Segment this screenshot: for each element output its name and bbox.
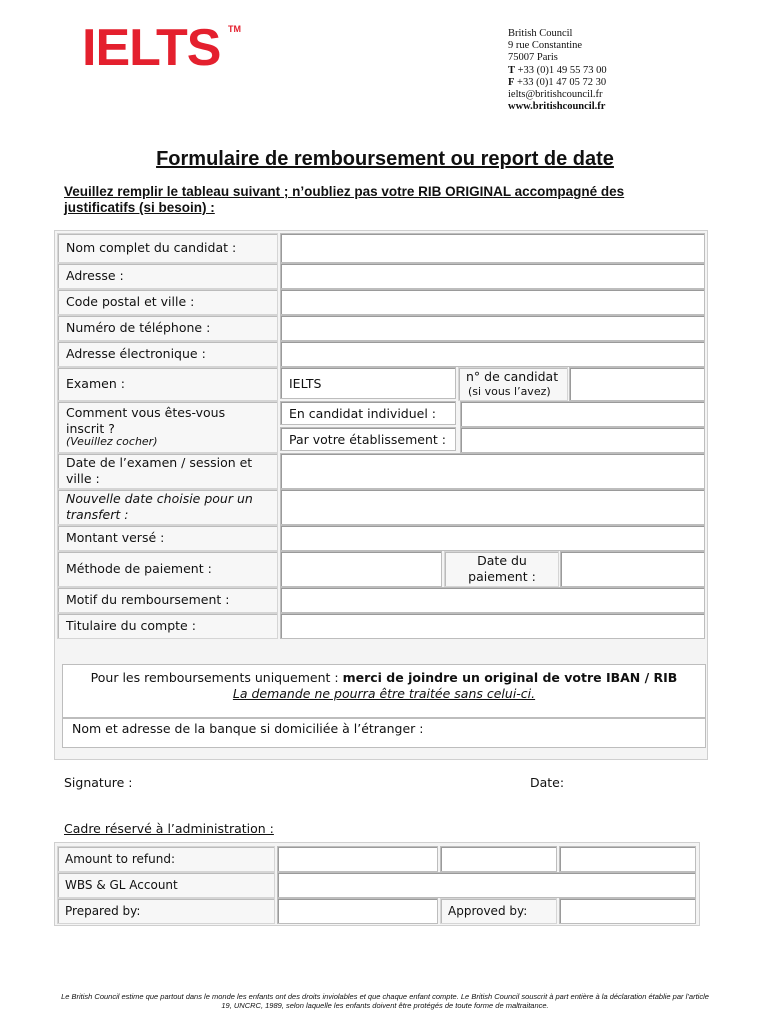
postal-field[interactable]	[280, 289, 705, 315]
label-new-date: Nouvelle date choisie pour un transfert :	[66, 491, 253, 522]
street: 9 rue Constantine	[508, 40, 583, 52]
payment-method-field[interactable]	[280, 551, 442, 587]
address-field[interactable]	[280, 263, 705, 289]
new-date-field[interactable]	[280, 489, 705, 525]
label-registration: Comment vous êtes-vous inscrit ?	[66, 405, 226, 436]
admin-amount-field-3[interactable]	[559, 846, 696, 872]
fax-line: F +33 (0)1 47 05 72 30	[508, 76, 607, 88]
candidate-no-field[interactable]	[569, 367, 705, 401]
label-admin-prepared: Prepared by:	[65, 904, 141, 918]
admin-amount-field-1[interactable]	[277, 846, 438, 872]
label-candidate-no: n° de candidat	[466, 369, 559, 384]
label-exam: Examen :	[66, 376, 125, 391]
phone-field[interactable]	[280, 315, 705, 341]
label-payment-date: Date du paiement :	[468, 553, 536, 584]
individual-checkbox[interactable]	[460, 401, 705, 427]
address-block	[508, 28, 607, 113]
admin-wbs-field[interactable]	[277, 872, 696, 898]
email-field[interactable]	[280, 341, 705, 367]
refund-note: Pour les remboursements uniquement : merci de joindre un original de votre IBAN / RIB La demande ne pourra être traitée sans celui-ci.	[62, 664, 706, 718]
intro-text: Veuillez remplir le tableau suivant ; n’oubliez pas votre RIB ORIGINAL accompagné des justificatifs (si besoin) :	[64, 184, 625, 215]
exam-value: IELTS	[280, 367, 456, 399]
phone-line: T +33 (0)1 49 55 73 00	[508, 64, 607, 76]
label-registration-note: (Veuillez cocher)	[66, 435, 158, 448]
org-name: British Council	[508, 28, 573, 39]
label-address: Adresse :	[66, 268, 124, 283]
city: 75007 Paris	[508, 52, 558, 64]
admin-approved-field[interactable]	[559, 898, 696, 924]
trademark: TM	[228, 24, 241, 34]
footer-text: Le British Council estime que partout dans le monde les enfants ont des droits inviolables et que chaque enfant compte. Le British Council souscrit à part entière à la déclaration établie par l’article 19, UNCRC, 1989, selon laquelle les enfants doivent être protégés de toute forme de maltraitance.	[61, 992, 709, 1010]
website: www.britishcouncil.fr	[508, 101, 606, 113]
label-email: Adresse électronique :	[66, 346, 206, 361]
label-holder: Titulaire du compte :	[66, 618, 196, 633]
payment-date-field[interactable]	[560, 551, 705, 587]
admin-prepared-field[interactable]	[277, 898, 438, 924]
admin-amount-field-2[interactable]	[440, 846, 557, 872]
label-admin-approved: Approved by:	[448, 904, 528, 918]
label-admin-amount: Amount to refund:	[65, 852, 175, 866]
page-title: Formulaire de remboursement ou report de date	[156, 148, 614, 170]
label-postal: Code postal et ville :	[66, 294, 195, 309]
institution-label: Par votre établissement :	[280, 427, 456, 451]
label-phone: Numéro de téléphone :	[66, 320, 211, 335]
full-name-field[interactable]	[280, 233, 705, 263]
individual-label: En candidat individuel :	[280, 401, 456, 425]
label-reason: Motif du remboursement :	[66, 592, 230, 607]
label-payment-method: Méthode de paiement :	[66, 561, 212, 576]
label-bank: Nom et adresse de la banque si domiciliée à l’étranger :	[72, 721, 424, 736]
amount-field[interactable]	[280, 525, 705, 551]
label-signature: Signature :	[64, 775, 133, 790]
admin-title: Cadre réservé à l’administration :	[64, 821, 274, 836]
label-date: Date:	[530, 775, 565, 790]
label-amount: Montant versé :	[66, 530, 165, 545]
label-admin-wbs: WBS & GL Account	[65, 878, 178, 892]
reason-field[interactable]	[280, 587, 705, 613]
label-candidate-note: (si vous l’avez)	[468, 385, 551, 398]
ielts-logo: IELTS	[82, 19, 221, 77]
label-exam-date: Date de l’examen / session et ville :	[66, 455, 253, 486]
exam-date-field[interactable]	[280, 453, 705, 489]
label-full-name: Nom complet du candidat :	[66, 240, 237, 255]
bank-address-field[interactable]	[62, 718, 706, 748]
institution-checkbox[interactable]	[460, 427, 705, 453]
email: ielts@britishcouncil.fr	[508, 89, 603, 101]
holder-field[interactable]	[280, 613, 705, 639]
